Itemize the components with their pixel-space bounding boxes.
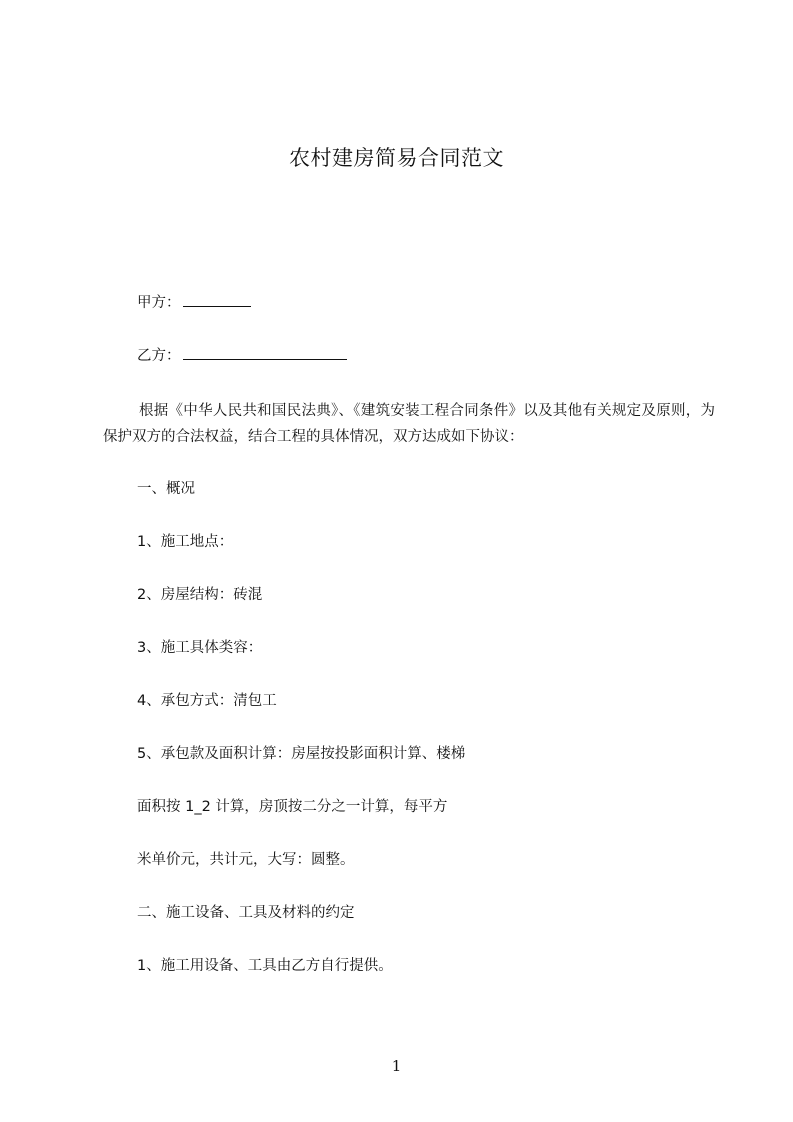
section-2-item-1: 1、施工用设备、工具由乙方自行提供。	[137, 958, 393, 974]
section-2-heading: 二、施工设备、工具及材料的约定	[137, 905, 355, 921]
document-title: 农村建房简易合同范文	[289, 146, 504, 170]
item-5-line-3: 米单价元，共计元，大写：圆整。	[137, 852, 355, 868]
party-b-line	[137, 345, 347, 366]
item-2-structure: 2、房屋结构：砖混	[137, 587, 263, 603]
page-number: 1	[391, 1057, 402, 1075]
item-3-content: 3、施工具体类容：	[137, 640, 263, 656]
item-1-site: 1、施工地点：	[137, 534, 234, 550]
item-5-line-1: 5、承包款及面积计算：房屋按投影面积计算、楼梯	[137, 746, 466, 762]
preamble-paragraph: 根据《中华人民共和国民法典》、《建筑安装工程合同条件》以及其他有关规定及原则，为保护双方的合法权益，结合工程的具体情况，双方达成如下协议：	[103, 403, 715, 445]
item-5-line-2: 面积按 1_2 计算，房顶按二分之一计算，每平方	[137, 799, 448, 815]
section-1-heading: 一、概况	[137, 481, 195, 497]
party-b-label: 乙方：	[137, 348, 181, 364]
party-b-blank	[183, 345, 347, 360]
item-4-contract-mode: 4、承包方式：清包工	[137, 693, 277, 709]
party-a-line	[137, 292, 251, 313]
party-a-blank	[183, 292, 251, 307]
party-a-label: 甲方：	[137, 295, 181, 311]
